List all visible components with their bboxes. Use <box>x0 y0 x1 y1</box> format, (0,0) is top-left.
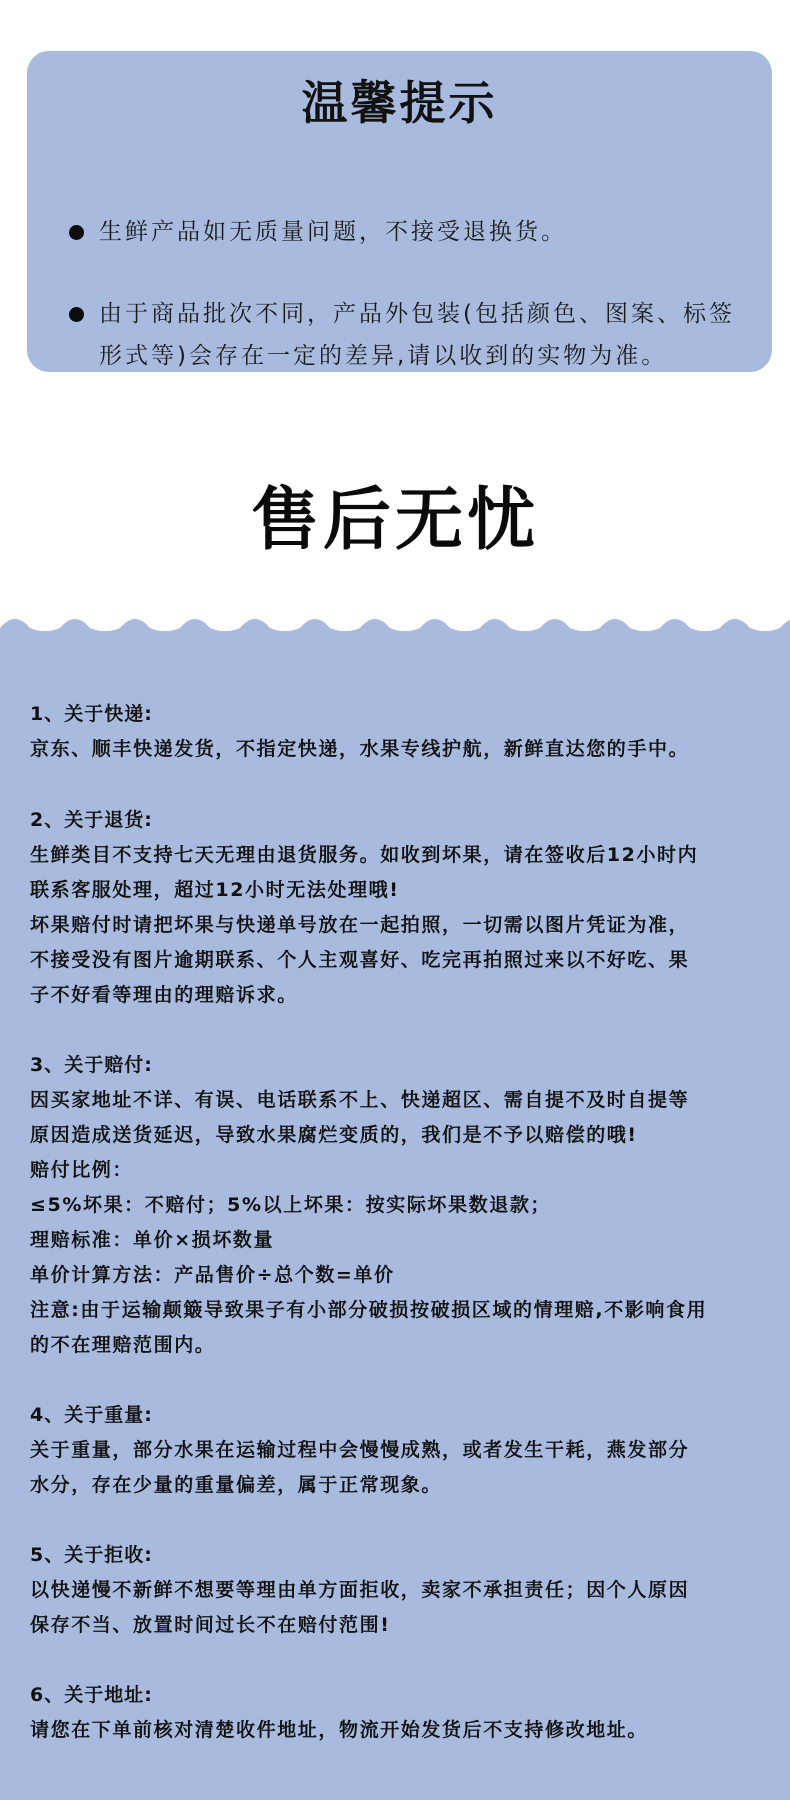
section-heading: 6、关于地址: <box>30 1684 153 1706</box>
section-heading: 1、关于快递: <box>30 703 153 725</box>
section-line: 因买家地址不详、有误、电话联系不上、快递超区、需自提不及时自提等 <box>30 1089 690 1111</box>
section-line: 注意:由于运输颠簸导致果子有小部分破损按破损区域的情理赔,不影响食用 <box>30 1299 708 1321</box>
bullet-dot-icon <box>69 225 84 240</box>
section-line: 请您在下单前核对清楚收件地址，物流开始发货后不支持修改地址。 <box>30 1719 649 1741</box>
section-line: 不接受没有图片逾期联系、个人主观喜好、吃完再拍照过来以不好吃、果 <box>30 949 690 971</box>
section-line: 原因造成送货延迟，导致水果腐烂变质的，我们是不予以赔偿的哦! <box>30 1124 638 1146</box>
section-heading: 3、关于赔付: <box>30 1054 153 1076</box>
section-line: 单价计算方法：产品售价÷总个数=单价 <box>30 1264 395 1286</box>
bullet-dot-icon <box>69 307 84 322</box>
section-express <box>30 697 775 767</box>
main-title: 售后无忧 <box>250 481 539 560</box>
section-line: 关于重量，部分水果在运输过程中会慢慢成熟，或者发生干耗，燕发部分 <box>30 1439 690 1461</box>
section-line: 水分，存在少量的重量偏差，属于正常现象。 <box>30 1474 443 1496</box>
section-line: 京东、顺丰快递发货，不指定快递，水果专线护航，新鲜直达您的手中。 <box>30 738 690 760</box>
section-line: 保存不当、放置时间过长不在赔付范围! <box>30 1614 391 1636</box>
section-line: 赔付比例： <box>30 1159 134 1181</box>
section-line: 子不好看等理由的理赔诉求。 <box>30 984 298 1006</box>
notice-item-text: 由于商品批次不同，产品外包装(包括颜色、图案、标签形式等)会存在一定的差异,请以收到的实物为准。 <box>99 301 735 369</box>
section-heading: 2、关于退货: <box>30 809 153 831</box>
section-line: ≤5%坏果：不赔付；5%以上坏果：按实际坏果数退款； <box>30 1194 552 1216</box>
section-heading: 4、关于重量: <box>30 1404 153 1426</box>
notice-item-text: 生鲜产品如无质量问题，不接受退换货。 <box>99 219 567 245</box>
section-line: 坏果赔付时请把坏果与快递单号放在一起拍照，一切需以图片凭证为准， <box>30 914 690 936</box>
section-weight <box>30 1398 775 1503</box>
section-line: 的不在理赔范围内。 <box>30 1334 216 1356</box>
notice-card <box>27 51 772 372</box>
section-address <box>30 1678 775 1748</box>
section-line: 联系客服处理，超过12小时无法处理哦! <box>30 879 400 901</box>
section-heading: 5、关于拒收: <box>30 1544 153 1566</box>
section-line: 以快递慢不新鲜不想要等理由单方面拒收，卖家不承担责任；因个人原因 <box>30 1579 690 1601</box>
section-returns <box>30 803 775 1013</box>
section-refusal <box>30 1538 775 1643</box>
section-compensation <box>30 1048 775 1363</box>
section-line: 理赔标准：单价×损坏数量 <box>30 1229 275 1251</box>
section-line: 生鲜类目不支持七天无理由退货服务。如收到坏果，请在签收后12小时内 <box>30 844 699 866</box>
notice-title: 温馨提示 <box>301 76 498 130</box>
